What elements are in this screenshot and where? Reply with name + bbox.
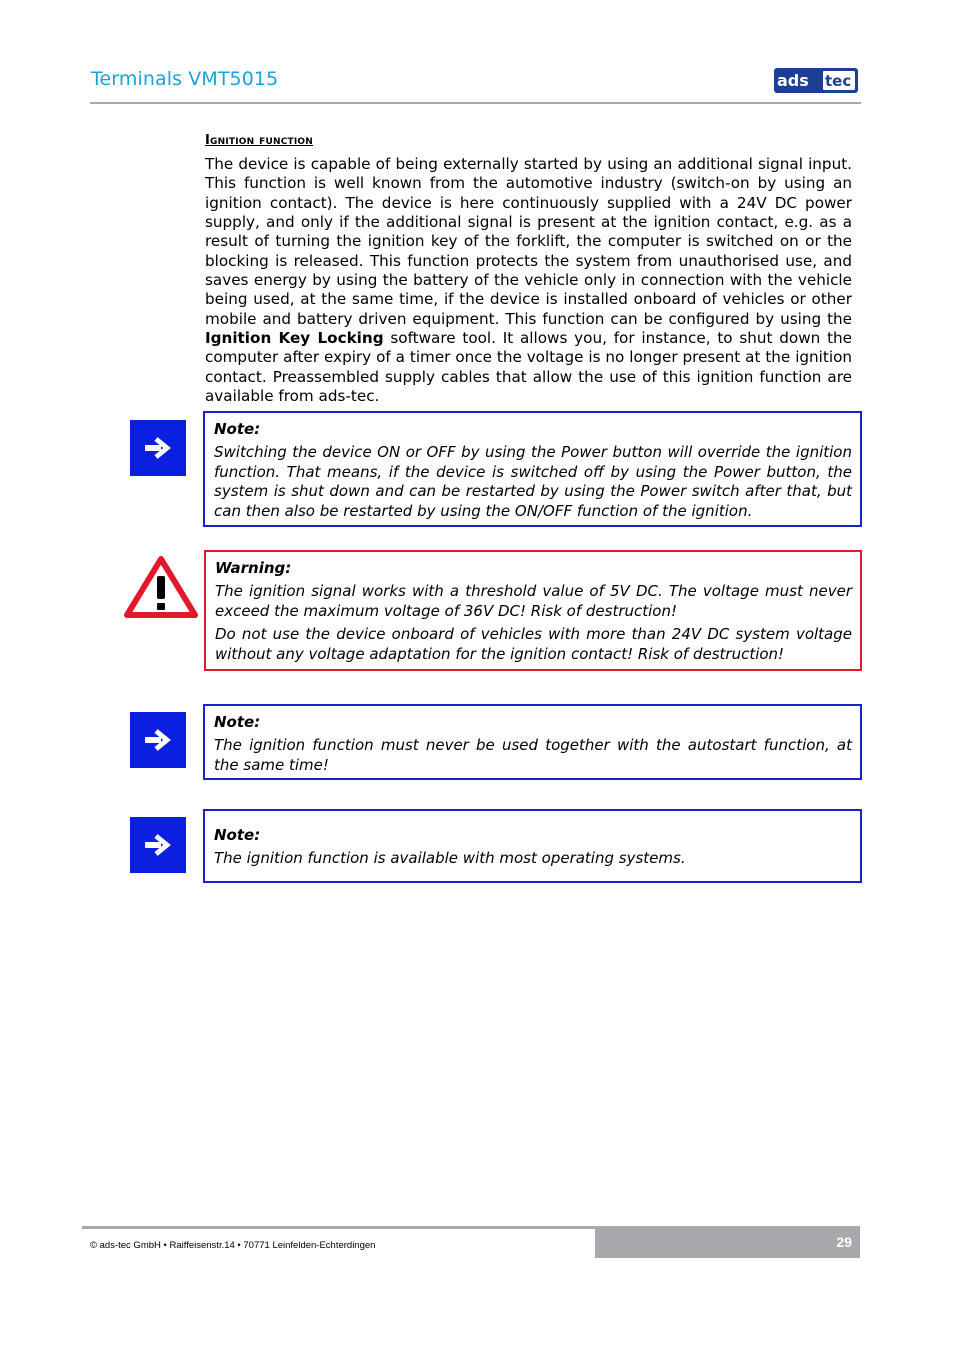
callout-text: Switching the device ON or OFF by using the Power button will override the ignition function. That means, if the device is switched off by using the Power button, the system is shut down and can be restarted by using the Power switch after that, but can then also be restarted by using the ON/OFF function of the ignition. bbox=[214, 443, 852, 520]
callout-title: Warning: bbox=[215, 559, 292, 577]
callout-text: The ignition function is available with most operating systems. bbox=[214, 849, 686, 868]
page-number-box bbox=[595, 1229, 860, 1258]
header-rule bbox=[90, 102, 861, 104]
callout-text: Do not use the device onboard of vehicles with more than 24V DC system voltage without any voltage adaptation for the ignition contact! Risk of destruction! bbox=[215, 625, 852, 663]
note-icon-box bbox=[130, 712, 186, 768]
paragraph-bold-term: Ignition Key Locking bbox=[205, 329, 384, 348]
note-callout bbox=[203, 809, 862, 883]
paragraph-part-1: The device is capable of being externally started by using an additional signal input. This function is well known from the automotive industry (switch-on by using an ignition contact). The device is here continuously supplied with a 24V DC power supply, and only if the additional signal is present at the ignition contact, e.g. as a result of turning the ignition key of the forklift, the computer is switched on or the blocking is released. This function protects the system from unauthorised use, and saves energy by using the battery of the vehicle only in connection with the vehicle being used, at the same time, if the device is installed onboard of vehicles or other mobile and battery driven equipment. This function can be configured by using the bbox=[205, 155, 852, 328]
callout-title: Note: bbox=[214, 713, 261, 731]
section-heading: Ignition function bbox=[205, 133, 313, 148]
callout-text: The ignition function must never be used together with the autostart function, at the same time! bbox=[214, 736, 852, 774]
note-callout bbox=[203, 411, 862, 527]
callout-title: Note: bbox=[214, 420, 261, 438]
arrow-right-icon bbox=[143, 436, 173, 460]
document-title: Terminals VMT5015 bbox=[91, 68, 279, 90]
section-paragraph bbox=[205, 155, 852, 406]
page-number: 29 bbox=[836, 1234, 852, 1250]
note-icon-box bbox=[130, 420, 186, 476]
ads-tec-logo bbox=[774, 68, 858, 93]
warning-icon bbox=[124, 556, 198, 618]
note-callout bbox=[203, 704, 862, 780]
warning-callout bbox=[204, 550, 862, 671]
callout-text: The ignition signal works with a threshold value of 5V DC. The voltage must never exceed the maximum voltage of 36V DC! Risk of destruction! bbox=[215, 582, 852, 620]
footer-address: © ads-tec GmbH • Raiffeisenstr.14 • 70771 Leinfelden-Echterdingen bbox=[90, 1240, 376, 1251]
arrow-right-icon bbox=[143, 728, 173, 752]
note-icon-box bbox=[130, 817, 186, 873]
arrow-right-icon bbox=[143, 833, 173, 857]
logo-text-right: tec bbox=[825, 72, 852, 90]
paragraph-part-3: software tool. It allows you, for instance, to shut down the computer after expiry of a timer once the voltage is no longer present at the ignition contact. Preassembled supply cables that allow the use of this ignition function are available from ads-tec. bbox=[205, 329, 852, 406]
callout-title: Note: bbox=[214, 826, 261, 844]
logo-text-left: ads bbox=[777, 71, 809, 90]
